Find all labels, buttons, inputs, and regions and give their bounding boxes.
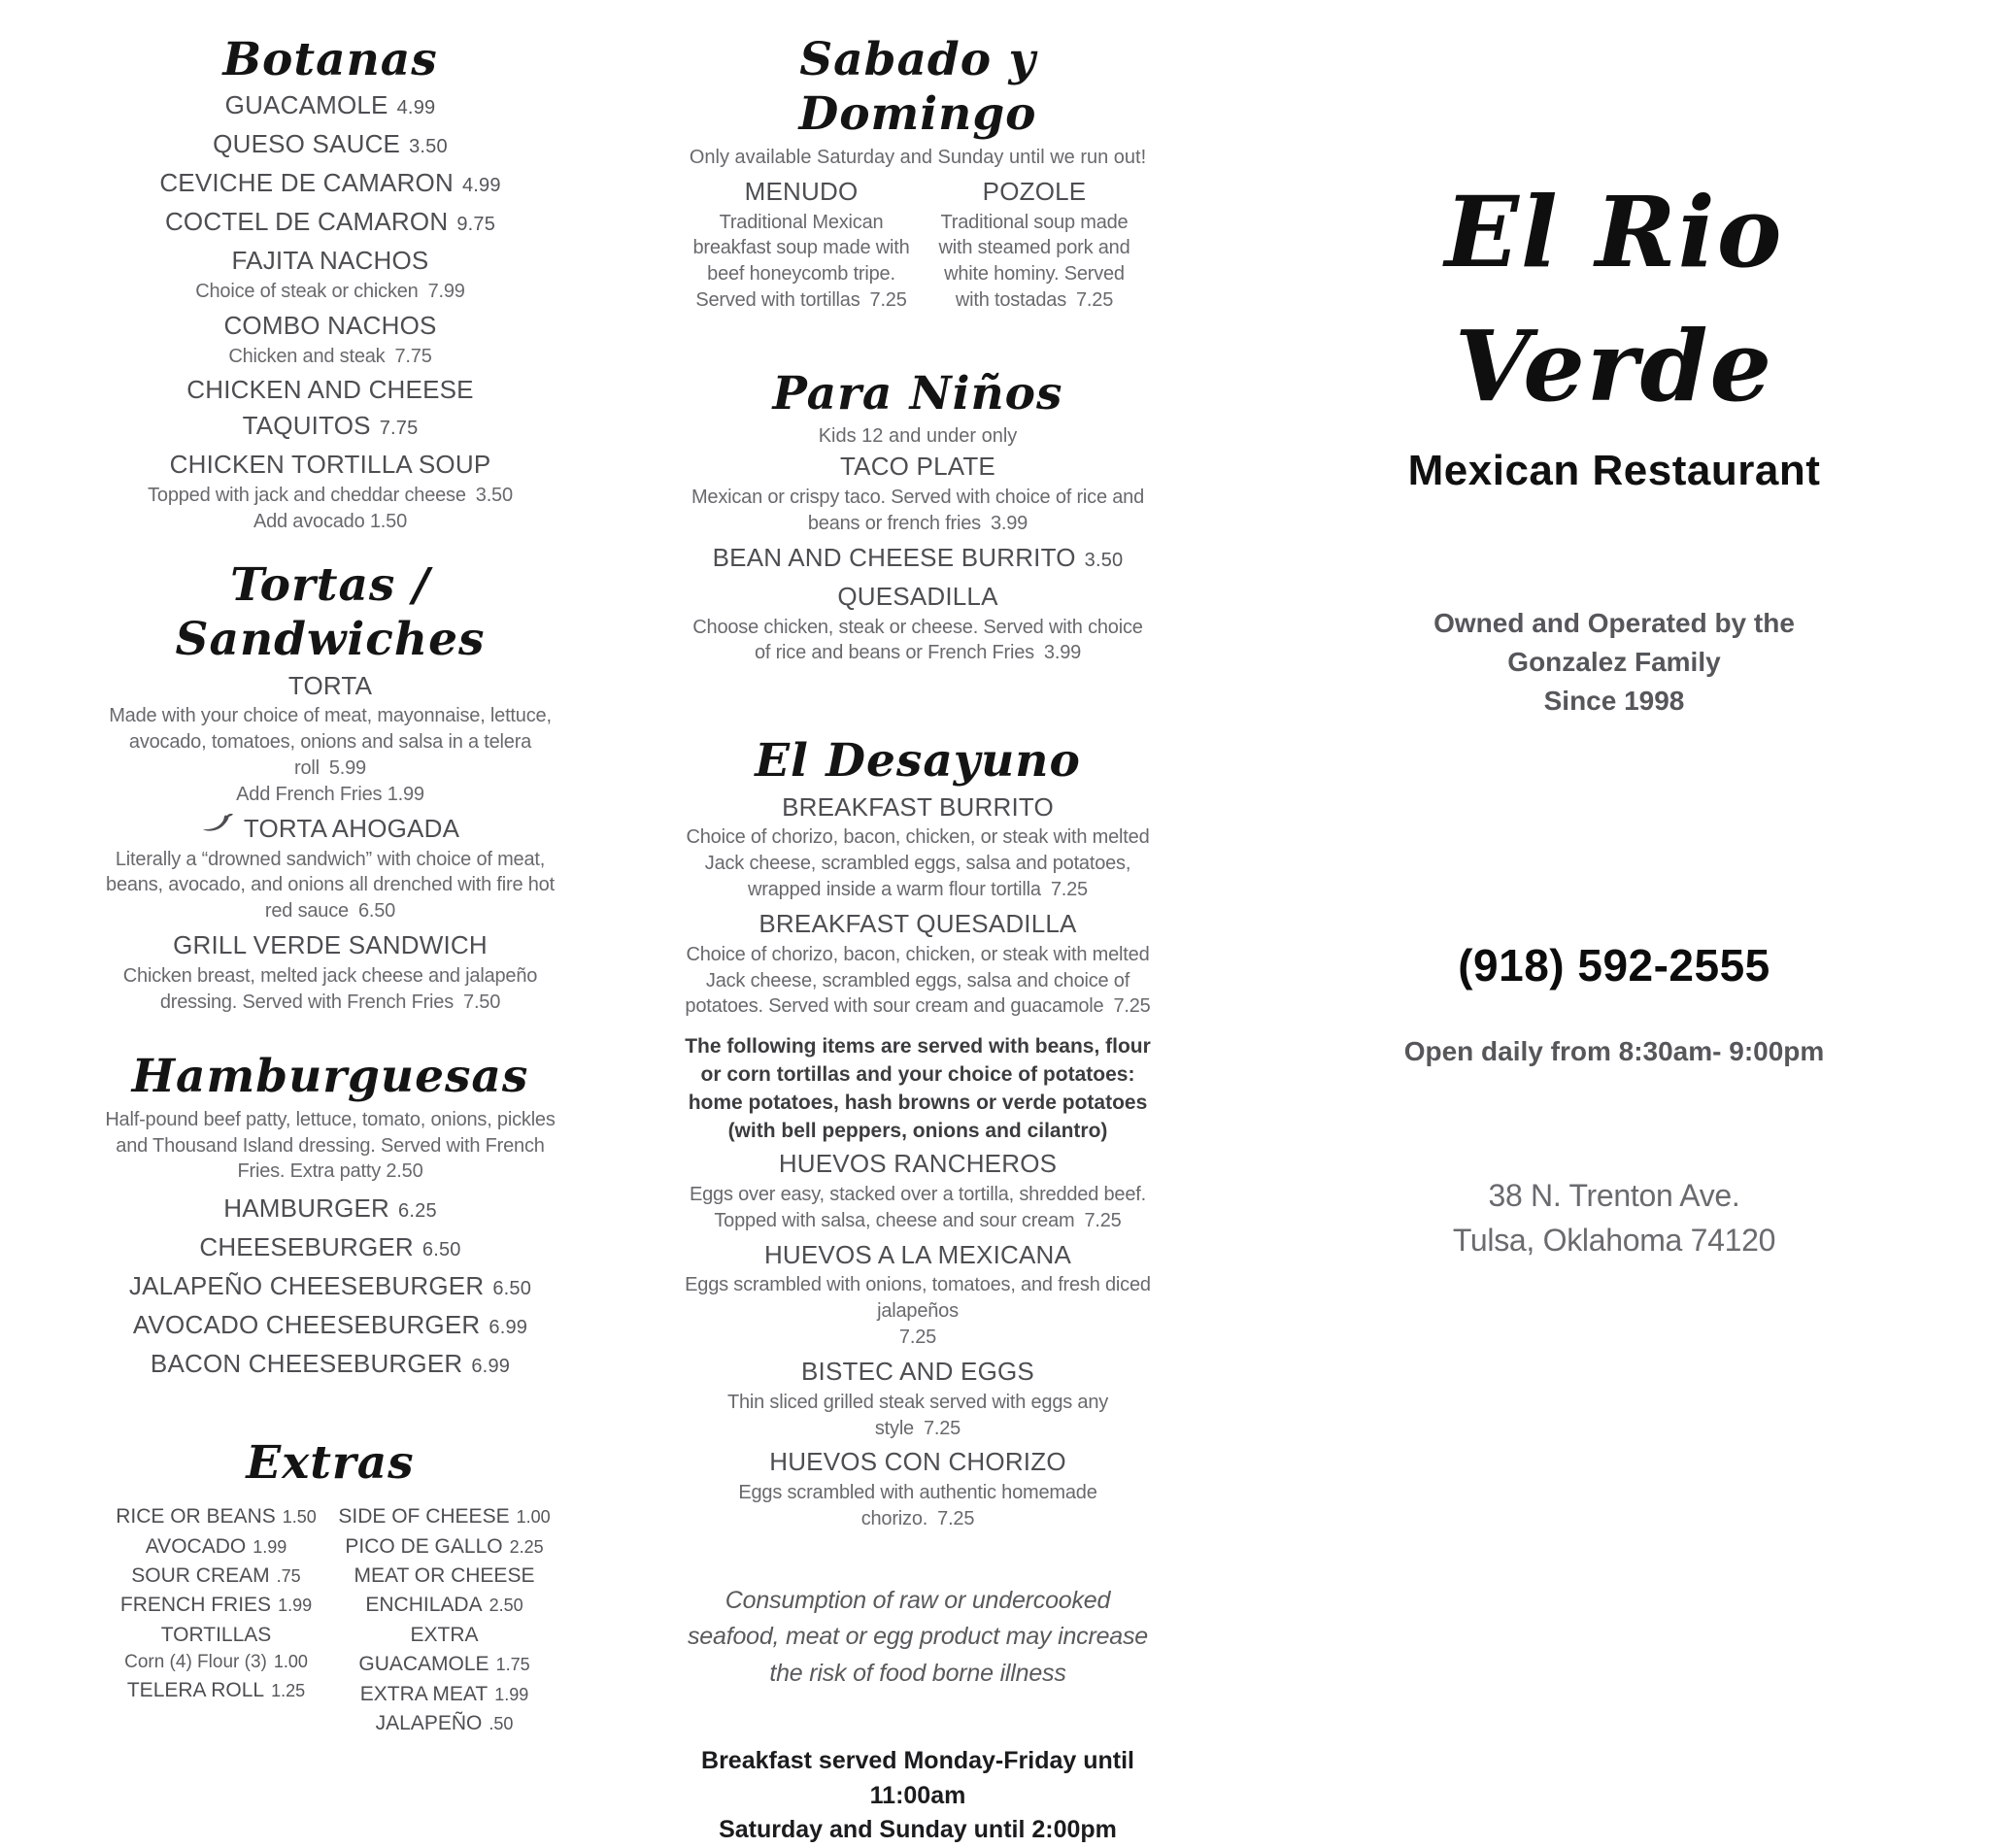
item-price: 3.50	[409, 136, 448, 158]
menu-item	[102, 1502, 330, 1531]
item-desc-text: Choice of steak or chicken	[195, 280, 419, 302]
item-price: 3.50	[1084, 549, 1124, 571]
extras-columns	[102, 1502, 558, 1739]
menu-item	[102, 1191, 558, 1226]
breakfast-hours-line1: Breakfast served Monday-Friday until 11:00am	[701, 1747, 1134, 1809]
restaurant-logo	[1362, 165, 1867, 433]
menu-item	[102, 204, 558, 240]
item-name: COMBO NACHOS	[223, 310, 437, 340]
item-name: COCTEL DE CAMARON	[164, 207, 449, 237]
item-desc-text: Chicken breast, melted jack cheese and jalapeño dressing. Served with French Fries	[122, 964, 538, 1013]
item-name: AVOCADO	[145, 1534, 247, 1558]
item-name: EXTRA MEAT	[359, 1682, 489, 1705]
item-price: 1.25	[271, 1680, 306, 1700]
item-name: SIDE OF CHEESE	[338, 1505, 510, 1529]
item-desc-text: Topped with jack and cheddar cheese	[148, 485, 466, 507]
item-desc-text: Choice of chorizo, bacon, chicken, or steak with melted Jack cheese, scrambled eggs, salsa and choice of potatoes. Served with sour cream and guacamole	[685, 943, 1150, 1018]
logo-line2: Verde	[1454, 309, 1774, 423]
menu-item	[102, 165, 558, 201]
menu-item	[685, 1237, 1151, 1351]
item-price: 6.50	[492, 1278, 532, 1299]
item-name: CHEESEBURGER	[199, 1232, 414, 1262]
menu-item	[102, 668, 558, 808]
logo-line1: El Rio	[1444, 175, 1784, 289]
menu-item	[685, 1354, 1151, 1442]
item-price: 7.75	[394, 345, 432, 367]
item-name-line	[102, 165, 558, 201]
menu-item	[330, 1591, 558, 1620]
breakfast-sides-note: The following items are served with beans, flour or corn tortillas and your choice of potatoes: home potatoes, hash browns or verde potatoes (with bell peppers, onions and cilantro)	[685, 1035, 1151, 1143]
item-price: 1.00	[516, 1507, 551, 1528]
menu-item	[685, 540, 1151, 576]
item-desc	[685, 1182, 1151, 1234]
food-safety-disclaimer: Consumption of raw or undercooked seafood, meat or egg product may increase the risk of food borne illness	[687, 1586, 1148, 1687]
section-title-hamburguesas: Hamburguesas	[131, 1050, 529, 1104]
item-desc: Eggs scrambled with onions, tomatoes, and fresh diced jalapeños	[685, 1274, 1151, 1323]
item-name: BEAN AND CHEESE BURRITO	[712, 542, 1076, 572]
menu-item	[102, 243, 558, 305]
item-price: 7.25	[898, 1327, 937, 1349]
item-name: HUEVOS RANCHEROS	[778, 1149, 1058, 1179]
ownership-line2: Gonzalez Family	[1507, 646, 1721, 677]
menu-item	[102, 1346, 558, 1382]
open-hours: Open daily from 8:30am- 9:00pm	[1403, 1036, 1825, 1067]
breakfast-hours-line2: Saturday and Sunday until 2:00pm	[719, 1816, 1117, 1844]
item-price: 6.25	[398, 1200, 437, 1223]
item-name: BREAKFAST QUESADILLA	[759, 908, 1077, 938]
item-desc	[685, 485, 1151, 537]
menu-item	[102, 308, 558, 370]
item-price: 6.50	[421, 1239, 461, 1261]
item-price: 1.99	[253, 1536, 287, 1557]
item-desc	[926, 210, 1143, 314]
weekend-soups	[685, 174, 1151, 314]
item-extra: Add French Fries 1.99	[236, 783, 424, 805]
item-name-line	[685, 1354, 1151, 1390]
item-desc	[102, 847, 558, 924]
item-price: 9.75	[456, 214, 496, 236]
item-desc-text: Thin sliced grilled steak served with eggs any style	[726, 1391, 1109, 1439]
item-name: TORTA	[287, 670, 373, 700]
menu-item	[330, 1709, 558, 1738]
item-price: 7.50	[463, 991, 501, 1013]
item-desc-text: Made with your choice of meat, mayonnaise, lettuce, avocado, tomatoes, onions and salsa in a telera roll	[109, 705, 552, 780]
item-price: 7.75	[379, 418, 419, 440]
item-name: HAMBURGER	[223, 1193, 390, 1224]
item-name: MEAT OR CHEESE	[354, 1563, 535, 1587]
extras-column-left	[102, 1502, 330, 1739]
item-name: JALAPEÑO	[375, 1712, 483, 1735]
item-price: 6.99	[489, 1316, 528, 1338]
menu-item	[685, 449, 1151, 537]
item-name: GUACAMOLE	[224, 90, 388, 120]
item-name: QUESO SAUCE	[213, 129, 401, 159]
item-name: HUEVOS A LA MEXICANA	[763, 1239, 1072, 1269]
item-name: RICE OR BEANS	[116, 1505, 276, 1529]
menu-item	[102, 1591, 330, 1620]
item-name-line	[685, 1237, 1151, 1273]
menu-item	[102, 811, 558, 924]
item-price: .50	[489, 1714, 514, 1734]
item-name-line	[102, 204, 558, 240]
item-name-line	[102, 668, 558, 704]
item-name: TORTILLAS	[160, 1623, 272, 1646]
item-desc	[685, 1480, 1151, 1532]
item-name-line	[685, 579, 1151, 615]
item-desc	[685, 1390, 1151, 1442]
item-price: 7.25	[869, 289, 907, 312]
menu-item	[918, 174, 1151, 314]
item-name-line	[102, 811, 558, 847]
ownership-note	[1362, 604, 1867, 720]
item-price: 2.50	[489, 1596, 523, 1616]
item-name: JALAPEÑO CHEESEBURGER	[128, 1271, 485, 1300]
menu-item	[685, 1444, 1151, 1532]
section-title-sabado-y-domingo: Sabado y Domingo	[798, 33, 1037, 142]
item-price: 7.25	[1050, 879, 1088, 901]
item-desc-text: Traditional soup made with steamed pork and white hominy. Served with tostadas	[938, 211, 1130, 312]
item-desc	[102, 279, 558, 305]
menu-item	[685, 579, 1151, 667]
item-name-line	[102, 1191, 558, 1226]
item-desc-text: Eggs scrambled with authentic homemade chorizo.	[738, 1482, 1097, 1530]
item-price: 7.25	[1113, 995, 1151, 1018]
item-name-line	[685, 1146, 1151, 1182]
address-line2: Tulsa, Oklahoma 74120	[1452, 1222, 1776, 1258]
item-name: HUEVOS CON CHORIZO	[769, 1447, 1066, 1477]
item-name: POZOLE	[982, 176, 1087, 206]
ownership-line1: Owned and Operated by the	[1433, 608, 1795, 638]
menu-column-left	[102, 33, 558, 1739]
item-name-line	[102, 126, 558, 162]
item-name-line	[102, 1268, 558, 1304]
item-desc-text: Literally a “drowned sandwich” with choice of meat, beans, avocado, and onions all drenched with fire hot red sauce	[106, 848, 555, 923]
item-name: ENCHILADA	[365, 1594, 483, 1617]
item-name: AVOCADO CHEESEBURGER	[132, 1309, 481, 1339]
menu-item	[102, 126, 558, 162]
menu-item	[330, 1532, 558, 1562]
item-price: 7.25	[923, 1417, 961, 1439]
item-name: CHICKEN TORTILLA SOUP	[169, 450, 491, 480]
menu-item	[685, 1146, 1151, 1234]
item-name: BACON CHEESEBURGER	[150, 1348, 463, 1378]
item-desc-text: Traditional Mexican breakfast soup made with beef honeycomb tripe. Served with tortillas	[692, 211, 910, 312]
section-intro: Half-pound beef patty, lettuce, tomato, onions, pickles and Thousand Island dressing. Served with French Fries. Extra patty 2.50	[105, 1108, 556, 1183]
item-price: 3.50	[475, 485, 513, 507]
item-desc-text: Eggs over easy, stacked over a tortilla, shredded beef. Topped with salsa, cheese and sour cream	[689, 1183, 1146, 1231]
item-name: TELERA ROLL	[126, 1678, 265, 1701]
menu-item	[102, 1307, 558, 1343]
item-desc	[685, 824, 1151, 902]
menu-item	[102, 447, 558, 535]
section-subtitle: Kids 12 and under only	[818, 425, 1018, 448]
menu-item	[102, 927, 558, 1016]
item-desc	[692, 210, 910, 314]
item-desc	[685, 942, 1151, 1020]
section-title-extras: Extras	[246, 1435, 415, 1490]
item-desc	[102, 483, 558, 509]
menu-item	[330, 1502, 558, 1531]
item-name: GRILL VERDE SANDWICH	[173, 929, 488, 959]
item-desc-text: Choose chicken, steak or cheese. Served with choice of rice and beans or French Fries	[692, 616, 1143, 664]
item-name-line	[102, 1346, 558, 1382]
item-price: 6.50	[357, 900, 396, 923]
item-desc-text: Chicken and steak	[228, 345, 386, 367]
item-name-line	[102, 927, 558, 963]
item-name-line	[685, 906, 1151, 942]
item-price: 1.99	[494, 1684, 529, 1704]
menu-item	[102, 1229, 558, 1265]
item-name-line	[102, 447, 558, 483]
item-price: 2.25	[509, 1536, 544, 1557]
item-price: 5.99	[328, 757, 366, 780]
item-name-line	[102, 87, 558, 123]
menu-column-middle	[685, 33, 1151, 1848]
restaurant-subtitle: Mexican Restaurant	[1407, 447, 1821, 494]
section-title-botanas: Botanas	[222, 33, 438, 86]
ownership-line3: Since 1998	[1543, 685, 1685, 716]
item-extra: Add avocado 1.50	[253, 510, 408, 532]
item-name: PICO DE GALLO	[345, 1534, 503, 1558]
item-desc-text: Choice of chorizo, bacon, chicken, or steak with melted Jack cheese, scrambled eggs, salsa and potatoes, wrapped inside a warm flour tortilla	[686, 826, 1150, 901]
phone-number: (918) 592-2555	[1458, 940, 1770, 991]
address-line1: 38 N. Trenton Ave.	[1488, 1178, 1740, 1214]
item-name: QUESADILLA	[837, 581, 998, 611]
item-name: FAJITA NACHOS	[231, 246, 429, 276]
item-price: 7.25	[1084, 1209, 1122, 1231]
menu-item	[102, 372, 558, 444]
item-name-line	[102, 372, 558, 444]
item-name: MENUDO	[744, 176, 859, 206]
menu-column-right	[1362, 0, 1867, 1262]
menu-item	[685, 174, 918, 314]
item-name: FRENCH FRIES	[119, 1594, 272, 1617]
menu-item	[685, 906, 1151, 1020]
item-desc-text: Mexican or crispy taco. Served with choice of rice and beans or french fries	[691, 487, 1145, 534]
item-price: 1.50	[282, 1507, 317, 1528]
item-price: 7.99	[427, 280, 465, 302]
item-price: 1.75	[495, 1655, 530, 1675]
menu-item	[102, 87, 558, 123]
item-name: CEVICHE DE CAMARON	[159, 168, 454, 198]
item-price: 6.99	[471, 1355, 511, 1377]
item-desc-text: Corn (4) Flour (3)	[124, 1652, 267, 1673]
menu-item	[330, 1680, 558, 1709]
item-name: CHICKEN AND CHEESE TAQUITOS	[186, 375, 474, 441]
menu-item	[102, 1562, 330, 1591]
menu-item	[330, 1562, 558, 1591]
item-price: .75	[276, 1565, 301, 1586]
item-price: 3.99	[990, 512, 1028, 534]
item-name: TORTA AHOGADA	[243, 813, 460, 843]
item-name: EXTRA GUACAMOLE	[358, 1623, 489, 1676]
menu-item	[102, 1268, 558, 1304]
item-name-line	[102, 243, 558, 279]
item-name-line	[685, 449, 1151, 485]
item-name-line	[102, 308, 558, 344]
item-desc	[685, 615, 1151, 667]
item-desc	[102, 963, 558, 1016]
menu-item	[102, 1532, 330, 1562]
section-title-el-desayuno: El Desayuno	[755, 734, 1081, 789]
item-name-line	[685, 540, 1151, 576]
menu-item	[330, 1621, 558, 1680]
item-price: 1.00	[273, 1652, 308, 1672]
item-desc	[102, 703, 558, 781]
breakfast-hours-note	[685, 1744, 1151, 1848]
item-price: 1.99	[278, 1596, 313, 1616]
section-subtitle: Only available Saturday and Sunday until we run out!	[689, 146, 1147, 168]
section-title-para-ninos: Para Niños	[772, 366, 1063, 420]
chili-pepper-icon	[201, 813, 234, 834]
item-name: BISTEC AND EGGS	[801, 1356, 1034, 1386]
item-price: 4.99	[396, 97, 436, 119]
item-name-line	[102, 1229, 558, 1265]
item-name-line	[685, 1444, 1151, 1480]
address	[1362, 1174, 1867, 1262]
item-desc	[102, 1650, 330, 1676]
section-title-tortas: Tortas / Sandwiches	[175, 557, 486, 667]
item-name-line	[102, 1307, 558, 1343]
item-name: SOUR CREAM	[131, 1563, 270, 1587]
item-price: 3.99	[1043, 642, 1082, 664]
item-price: 7.25	[1076, 289, 1114, 312]
item-price: 4.99	[461, 175, 501, 197]
menu-item	[685, 790, 1151, 903]
menu-item	[102, 1621, 330, 1650]
extras-column-right	[330, 1502, 558, 1739]
item-name-line	[685, 790, 1151, 825]
item-price: 7.25	[937, 1508, 975, 1530]
item-name: BREAKFAST BURRITO	[782, 791, 1054, 822]
item-desc	[102, 344, 558, 370]
menu-item	[102, 1676, 330, 1705]
item-name: TACO PLATE	[840, 452, 995, 482]
